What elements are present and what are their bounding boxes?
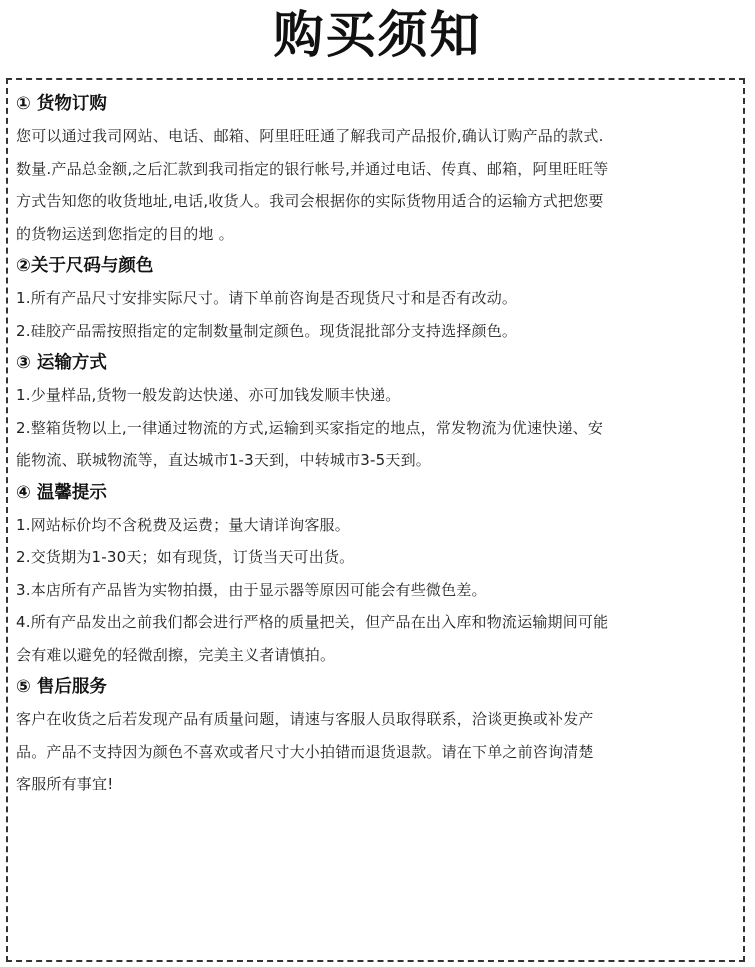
- body-line: 2.交货期为1-30天；如有现货，订货当天可出货。: [16, 548, 355, 566]
- section-shipping: [16, 347, 741, 477]
- body-line: 数量.产品总金额,之后汇款到我司指定的银行帐号,并通过电话、传真、邮箱，阿里旺旺等: [16, 159, 609, 178]
- body-line: 您可以通过我司网站、电话、邮箱、阿里旺旺通了解我司产品报价,确认订购产品的款式.: [16, 127, 604, 145]
- body-line: 4.所有产品发出之前我们都会进行严格的质量把关，但产品在出入库和物流运输期间可能: [16, 613, 609, 631]
- section-body: [16, 282, 741, 347]
- body-line: 的货物运送到您指定的目的地 。: [16, 224, 234, 243]
- body-line: 2.硅胶产品需按照指定的定制数量制定颜色。现货混批部分支持选择颜色。: [16, 321, 518, 340]
- section-heading: ③ 运输方式: [16, 353, 107, 373]
- body-line: 能物流、联城物流等，直达城市1-3天到，中转城市3-5天到。: [16, 451, 432, 469]
- section-after-sales: [16, 671, 741, 801]
- body-line: 会有难以避免的轻微刮擦，完美主义者请慎拍。: [16, 645, 336, 664]
- section-heading: ① 货物订购: [16, 94, 107, 114]
- body-line: 1.网站标价均不含税费及运费；量大请详询客服。: [16, 515, 350, 534]
- body-line: 品。产品不支持因为颜色不喜欢或者尺寸大小拍错而退货退款。请在下单之前咨询清楚: [16, 742, 594, 761]
- notice-content: [16, 88, 741, 801]
- body-line: 方式告知您的收货地址,电话,收货人。我司会根据你的实际货物用适合的运输方式把您要: [16, 192, 604, 210]
- section-body: [16, 703, 741, 801]
- body-line: 3.本店所有产品皆为实物拍摄，由于显示器等原因可能会有些微色差。: [16, 580, 487, 599]
- section-size-color: [16, 250, 741, 347]
- body-line: 客服所有事宜!: [16, 775, 114, 793]
- section-heading: ④ 温馨提示: [16, 482, 107, 503]
- section-ordering: [16, 88, 741, 250]
- body-line: 客户在收货之后若发现产品有质量问题，请速与客服人员取得联系，洽谈更换或补发产: [16, 710, 594, 728]
- section-body: [16, 120, 741, 250]
- body-line: 1.所有产品尺寸安排实际尺寸。请下单前咨询是否现货尺寸和是否有改动。: [16, 289, 518, 307]
- section-tips: [16, 477, 741, 672]
- body-line: 1.少量样品,货物一般发韵达快递、亦可加钱发顺丰快递。: [16, 386, 401, 404]
- body-line: 2.整箱货物以上,一律通过物流的方式,运输到买家指定的地点，常发物流为优速快递、安: [16, 418, 604, 437]
- section-body: [16, 509, 741, 672]
- section-body: [16, 379, 741, 477]
- section-heading: ⑤ 售后服务: [16, 677, 107, 697]
- section-heading: ②关于尺码与颜色: [16, 256, 154, 276]
- page-title: 购买须知: [273, 6, 482, 64]
